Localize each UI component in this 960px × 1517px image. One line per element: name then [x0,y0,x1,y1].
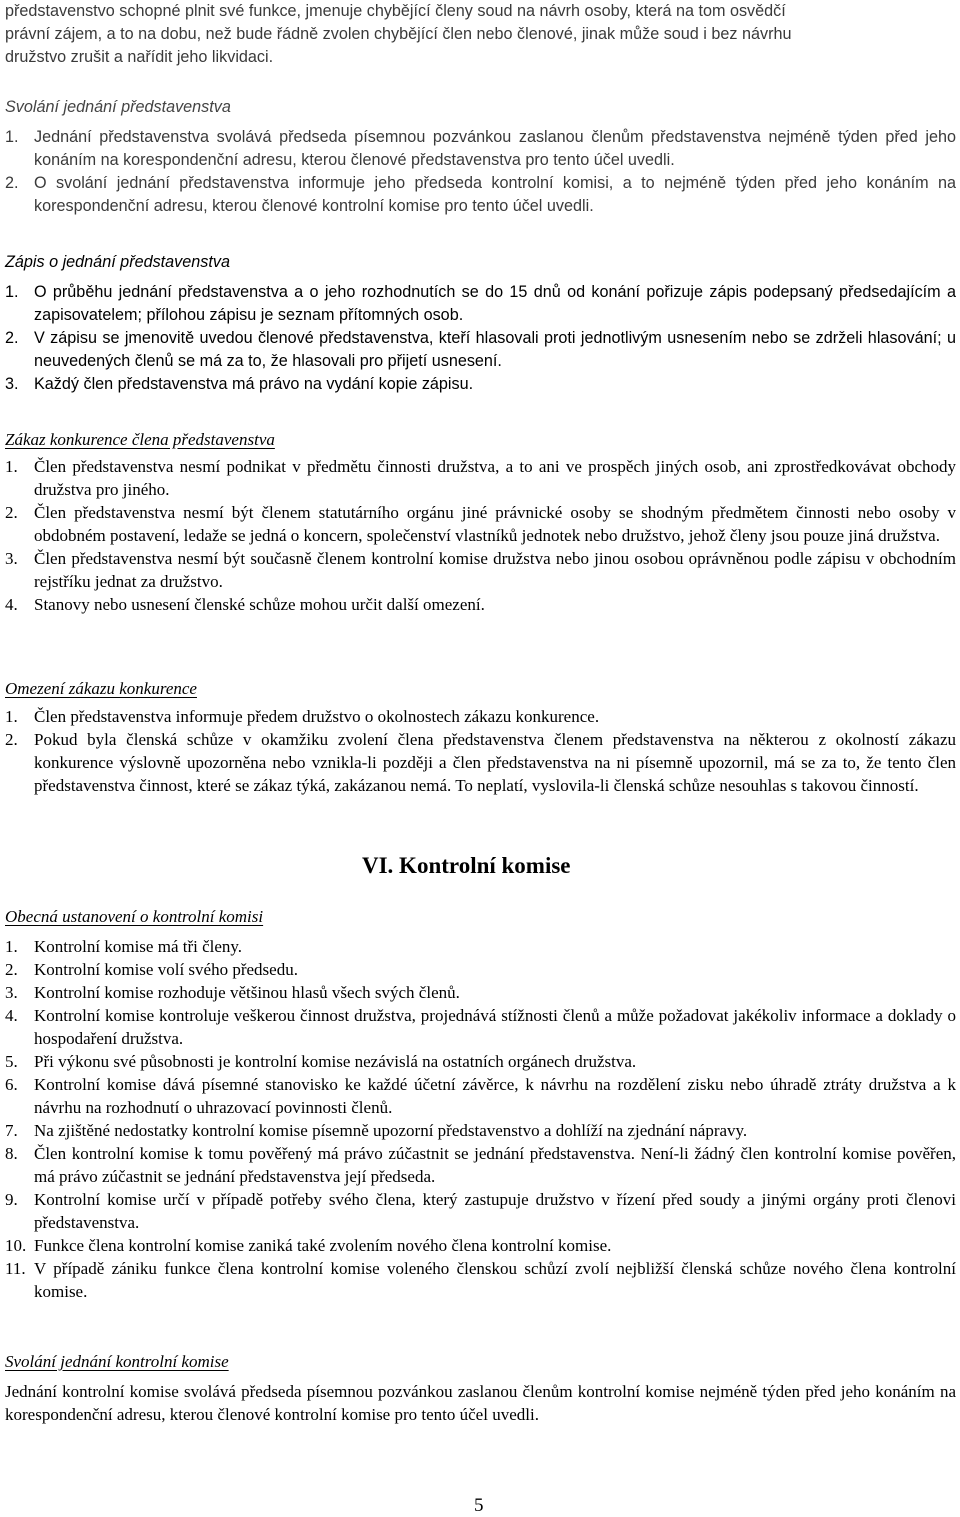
list-item: 2. V zápisu se jmenovitě uvedou členové představenstva, kteří hlasovali proti jednotlivým usnesením nebo se zdrželi hlasování; u neuvedených členů se má za to, že hlasovali pro přijetí usnesení. [5,329,956,370]
list-item: 4. Stanovy nebo usnesení členské schůze mohou určit další omezení. [5,595,485,614]
heading-obecna-ustanoveni: Obecná ustanovení o kontrolní komisi [5,907,264,926]
page-number: 5 [474,1495,484,1516]
list-zakaz-konkurence [5,455,956,616]
list-item: 2. Pokud byla členská schůze v okamžiku zvolení člena představenstva členem představenstva na některou z okolností zákazu konkurence výslovně upozorněna nebo vznikla-li později a člen představenstva na ni písemně upozornil, má se za to, že tento člen představenstva činnost, které se zákaz týká, zakázanou nemá. To neplatí, vyslovila-li členská schůze nesouhlas s takovou činností. [5,730,956,795]
list-item: 8. Člen kontrolní komise k tomu pověřený má právo zúčastnit se jednání představenstva. Není-li žádný člen kontrolní komise pověřen, má právo zúčastnit se jednání představenstva její předseda. [5,1144,956,1186]
list-obecna-ustanoveni [5,935,956,1303]
list-item: 9. Kontrolní komise určí v případě potřeby svého člena, který zastupuje družstvo v řízení před soudy a jinými orgány proti členovi představenstva. [5,1190,956,1232]
list-item: 2. Kontrolní komise volí svého předsedu. [5,960,298,979]
list-item: 3. Člen představenstva nesmí být současně členem kontrolní komise družstva nebo jinou osobou oprávněnou podle zápisu v obchodním rejstříku jednat za družstvo. [5,549,956,591]
heading-omezeni-zakazu: Omezení zákazu konkurence [5,679,197,698]
list-item: 2. O svolání jednání představenstva informuje jeho předseda kontrolní komisi, a to nejméně týden před jeho konáním na korespondenční adresu, kterou členové kontrolní komise pro tento účel uvedli. [5,174,956,215]
intro-line: představenstvo schopné plnit své funkce, jmenuje chybějící členy soud na návrh osoby, která na tom osvědčí [5,2,786,20]
heading-svolani-komise: Svolání jednání kontrolní komise [5,1352,229,1371]
list-item: 1. Člen představenstva informuje předem družstvo o okolnostech zákazu konkurence. [5,707,600,726]
intro-paragraph [5,0,956,69]
intro-line: družstvo zrušit a nařídit jeho likvidaci. [5,48,274,66]
list-svolani-predstavenstva [5,126,956,218]
heading-zapis: Zápis o jednání představenstva [5,253,230,271]
list-item: 7. Na zjištěné nedostatky kontrolní komise písemně upozorní představenstvo a dohlíží na zjednání nápravy. [5,1121,748,1140]
list-omezeni-zakazu [5,705,956,797]
list-item: 10. Funkce člena kontrolní komise zaniká také zvolením nového člena kontrolní komise. [5,1236,612,1255]
list-item: 11. V případě zániku funkce člena kontrolní komise voleného členskou schůzí zvolí nejbližší členská schůze nového člena kontrolní komise. [5,1259,956,1301]
heading-svolani-predstavenstva: Svolání jednání představenstva [5,98,231,116]
list-item: 3. Kontrolní komise rozhoduje většinou hlasů všech svých členů. [5,983,460,1002]
paragraph-svolani-komise: Jednání kontrolní komise svolává předseda písemnou pozvánkou zaslanou členům kontrolní komise nejméně týden před jeho konáním na korespondenční adresu, kterou členové kontrolní komise pro tento účel uvedli. [5,1382,956,1424]
list-item: 2. Člen představenstva nesmí být členem statutárního orgánu jiné právnické osoby se shodným předmětem činnosti nebo osoby v obdobném postavení, ledaže se jedná o koncern, společenství vlastníků jednotek nebo družstvo, jehož členy jsou pouze jiná družstva. [5,503,956,545]
list-zapis [5,281,956,396]
list-item: 1. O průběhu jednání představenstva a o jeho rozhodnutích se do 15 dnů od konání pořizuje zápis podepsaný předsedajícím a zapisovatelem; přílohou zápisu je seznam přítomných osob. [5,283,956,324]
list-item: 1. Kontrolní komise má tři členy. [5,937,243,956]
list-item: 1. Jednání představenstva svolává předseda písemnou pozvánkou zaslanou členům představenstva nejméně týden před jeho konáním na korespondenční adresu, kterou členové představenstva pro tento účel uvedli. [5,128,956,169]
intro-line: právní zájem, a to na dobu, než bude řádně zvolen chybějící člen nebo členové, jinak může soud i bez návrhu [5,25,792,43]
list-item: 5. Při výkonu své působnosti je kontrolní komise nezávislá na ostatních orgánech družstva. [5,1052,637,1071]
list-item: 4. Kontrolní komise kontroluje veškerou činnost družstva, projednává stížnosti členů a může požadovat jakékoliv informace a doklady o hospodaření družstva. [5,1006,956,1048]
section-title: VI. Kontrolní komise [362,853,571,878]
list-item: 6. Kontrolní komise dává písemné stanovisko ke každé účetní závěrce, k návrhu na rozdělení zisku nebo úhradě ztráty družstva a k návrhu na rozhodnutí o uhrazovací povinnosti členů. [5,1075,956,1117]
list-item: 1. Člen představenstva nesmí podnikat v předmětu činnosti družstva, a to ani ve prospěch jiných osob, ani zprostředkovávat obchody družstva pro jiného. [5,457,956,499]
heading-zakaz-konkurence: Zákaz konkurence člena představenstva [5,430,275,449]
list-item: 3. Každý člen představenstva má právo na vydání kopie zápisu. [5,375,474,393]
